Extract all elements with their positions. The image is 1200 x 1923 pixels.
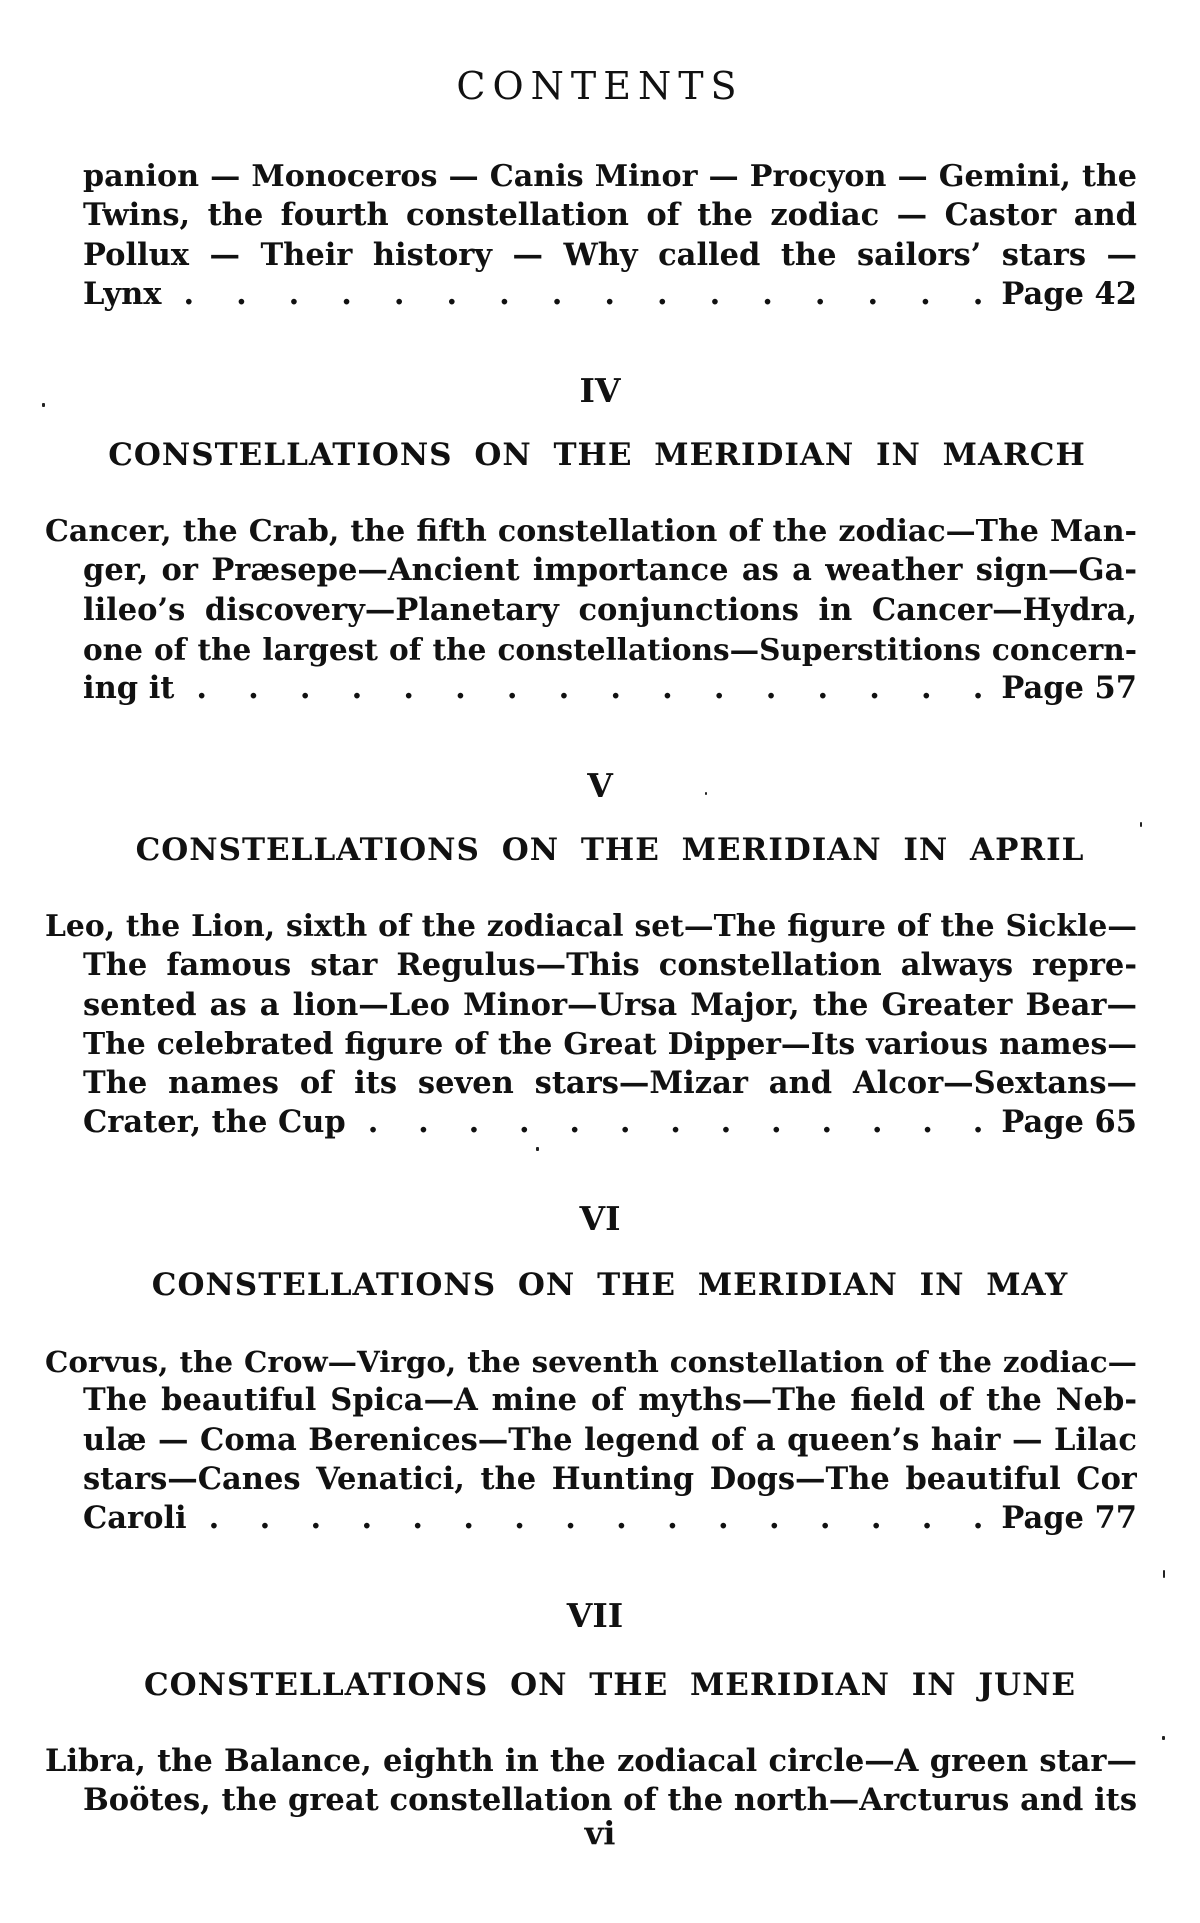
dot-leader: . . . . . . . . . . . . . . . . — [196, 670, 984, 707]
chapter-numeral: VII — [566, 1596, 624, 1635]
entry-line: Pollux — Their history — Why called the sailors’ stars — — [83, 236, 1137, 273]
print-speck — [705, 792, 707, 795]
entry-line-text: Crater, the Cup — [83, 1104, 346, 1141]
entry-line: The beautiful Spica—A mine of myths—The field of the Neb- — [83, 1382, 1137, 1419]
entry-line: Libra, the Balance, eighth in the zodiacal circle—A green star— — [45, 1743, 1137, 1779]
entry-line: The names of its seven stars—Mizar and Alcor—Sextans— — [83, 1065, 1137, 1102]
print-speck — [536, 1147, 539, 1151]
page-folio: vi — [584, 1814, 616, 1852]
entry-line: Leo, the Lion, sixth of the zodiacal set—The figure of the Sickle— — [45, 909, 1137, 944]
entry-line: stars—Canes Venatici, the Hunting Dogs—The beautiful Cor — [83, 1460, 1137, 1497]
entry-line: The famous star Regulus—This constellation always repre- — [83, 947, 1137, 984]
page-reference: Page 65 — [1001, 1104, 1137, 1141]
page-reference: Page 77 — [1001, 1500, 1137, 1537]
entry-line: lileo’s discovery—Planetary conjunctions in Cancer—Hydra, — [83, 591, 1137, 628]
entry-line: Boötes, the great constellation of the north—Arcturus and its — [83, 1782, 1137, 1819]
print-speck — [1140, 822, 1142, 827]
chapter-numeral: V — [587, 766, 613, 805]
entry-line: Corvus, the Crow—Virgo, the seventh constellation of the zodiac— — [45, 1344, 1137, 1379]
chapter-heading: CONSTELLATIONS ON THE MERIDIAN IN MAY — [151, 1267, 1069, 1303]
entry-line-text: Lynx — [83, 275, 162, 312]
dot-leader: . . . . . . . . . . . . . — [367, 1104, 984, 1141]
page-reference: Page 57 — [1001, 670, 1137, 707]
entry-line: one of the largest of the constellations—Superstitions concern- — [83, 631, 1137, 667]
entry-line-text: ing it — [83, 670, 175, 707]
toc-entry — [45, 1342, 1137, 1538]
chapter-numeral: IV — [579, 371, 621, 410]
entry-line: sented as a lion—Leo Minor—Ursa Major, the Greater Bear— — [83, 986, 1137, 1023]
chapter-heading: CONSTELLATIONS ON THE MERIDIAN IN APRIL — [135, 832, 1085, 868]
dot-leader: . . . . . . . . . . . . . . . . — [183, 275, 984, 312]
toc-entry — [45, 907, 1137, 1143]
entry-last-line — [83, 1499, 1137, 1538]
entry-line: ulæ — Coma Berenices—The legend of a queen’s hair — Lilac — [83, 1421, 1137, 1458]
entry-line: Twins, the fourth constellation of the zodiac — Castor and — [83, 197, 1137, 234]
entry-line: Cancer, the Crab, the fifth constellation of the zodiac—The Man- — [45, 514, 1137, 549]
entry-line: panion — Monoceros — Canis Minor — Procyon — Gemini, the — [83, 159, 1137, 194]
toc-entry — [45, 512, 1137, 708]
entry-line: The celebrated figure of the Great Dipper—Its various names— — [83, 1026, 1137, 1062]
page-reference: Page 42 — [1001, 275, 1137, 312]
chapter-heading: CONSTELLATIONS ON THE MERIDIAN IN MARCH — [108, 437, 1086, 473]
entry-last-line — [83, 669, 1137, 708]
print-speck — [1163, 1570, 1165, 1578]
dot-leader: . . . . . . . . . . . . . . . . — [208, 1500, 984, 1537]
toc-entry-continued — [83, 157, 1137, 314]
entry-last-line — [83, 275, 1137, 314]
chapter-heading: CONSTELLATIONS ON THE MERIDIAN IN JUNE — [143, 1667, 1077, 1703]
toc-entry — [45, 1742, 1137, 1821]
print-speck — [1162, 1736, 1165, 1740]
entry-last-line — [83, 1103, 1137, 1142]
entry-line: ger, or Præsepe—Ancient importance as a weather sign—Ga- — [83, 552, 1137, 589]
chapter-numeral: VI — [579, 1199, 621, 1238]
page-title: CONTENTS — [456, 64, 744, 108]
entry-line-text: Caroli — [83, 1500, 187, 1537]
